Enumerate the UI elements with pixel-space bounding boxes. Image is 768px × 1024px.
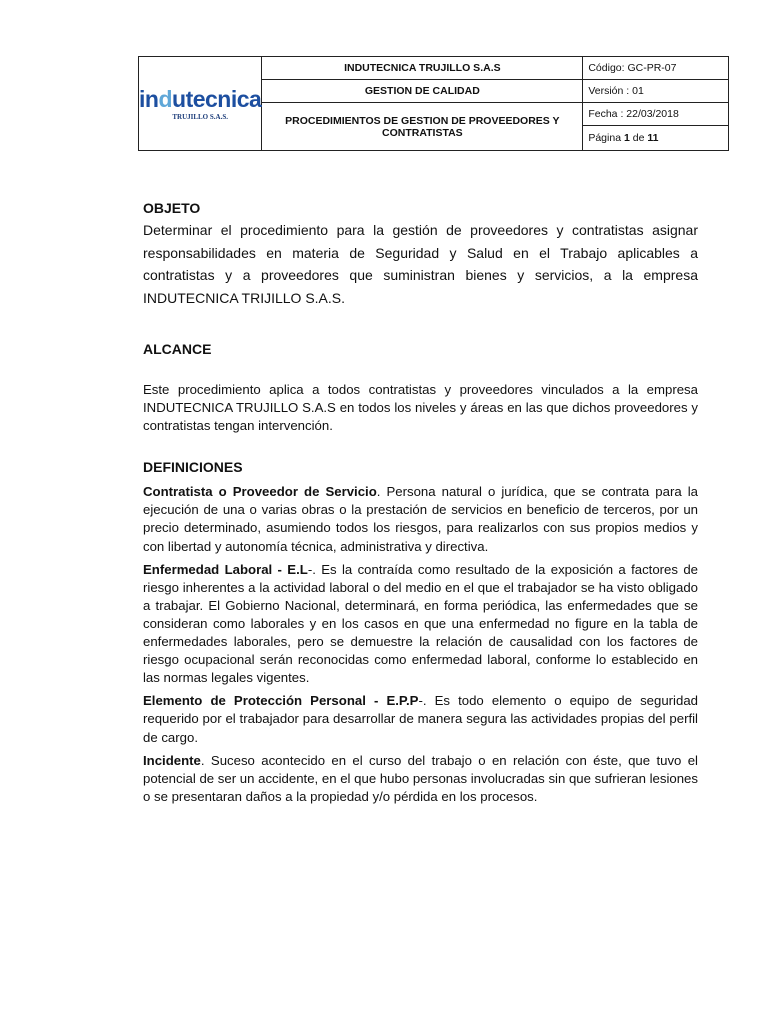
definition-text: -. Es todo elemento o equipo de seguridad requerido por el trabajador para desarrollar de manera segura las actividades propias del perfil de cargo. — [143, 693, 698, 745]
document-body — [143, 200, 698, 806]
objeto-text: Determinar el procedimiento para la gestión de proveedores y contratistas asignar responsabilidades en materia de Seguridad y Salud en el Trabajo aplicables a contratistas y a proveedores que suministran bienes y servicios, a la empresa INDUTECNICA TRIJILLO S.A.S. — [143, 222, 698, 306]
definition-item — [143, 752, 698, 806]
page-current: 1 — [623, 132, 630, 144]
definition-term: Enfermedad Laboral - E.L — [143, 561, 308, 577]
definition-text: -. Es la contraída como resultado de la exposición a factores de riesgo inherentes a la actividad laboral o del medio en el que el trabajador se ha visto obligado a trabajar. El Gobierno Nacional, determinará, en forma periódica, las enfermedades que se consideran como laborales y en los casos en que una enfermedad no figure en la tabla de enfermedades laborales, pero se demuestre la relación de causalidad con los factores de riesgo ocupacional serán reconocidas como enfermedad laboral, conforme lo establecido en las normas legales vigentes. — [143, 561, 699, 686]
definition-term: Elemento de Protección Personal - E.P.P — [143, 693, 419, 709]
logo-cell — [139, 57, 262, 151]
section-title-objeto: OBJETO — [143, 200, 201, 216]
definition-item — [143, 692, 698, 746]
document-code: Código: GC-PR-07 — [583, 57, 729, 80]
definition-text: . Suceso acontecido en el curso del trabajo o en relación con éste, que tuvo el potencial de ser un accidente, en el que hubo personas involucradas sin que sufrieran lesiones o se presentaran daños a la propiedad y/o pérdida en los procesos. — [143, 752, 698, 804]
document-header-table — [138, 56, 729, 151]
department-name: GESTION DE CALIDAD — [262, 80, 583, 103]
procedure-title: PROCEDIMIENTOS DE GESTION DE PROVEEDORES Y CONTRATISTAS — [262, 103, 583, 151]
definition-item — [143, 561, 698, 688]
section-title-alcance: ALCANCE — [143, 341, 212, 357]
definition-item — [143, 483, 698, 555]
company-name: INDUTECNICA TRUJILLO S.A.S — [262, 57, 583, 80]
logo-brand: indutecnica — [139, 85, 262, 112]
page-of: de — [629, 132, 648, 144]
page-number — [583, 126, 729, 151]
logo-subtitle: TRUJILLO S.A.S. — [172, 112, 228, 121]
document-version: Versión : 01 — [583, 80, 729, 103]
alcance-text: Este procedimiento aplica a todos contratistas y proveedores vinculados a la empresa INDUTECNICA TRUJILLO S.A.S en todos los niveles y áreas en las que dichos proveedores y contratistas tengan intervención. — [143, 382, 698, 434]
definition-term: Contratista o Proveedor de Servicio — [143, 484, 377, 500]
section-title-definiciones: DEFINICIONES — [143, 459, 243, 476]
company-logo — [139, 87, 261, 121]
definition-term: Incidente — [143, 752, 201, 768]
definition-text: . Persona natural o jurídica, que se contrata para la ejecución de una o varias obras o la prestación de servicios en beneficio de terceros, por un precio determinado, asumiendo todos los riesgos, para realizarlos con sus propios medios y con libertad y autonomía técnica, administrativa y directiva. — [143, 484, 698, 554]
page-total: 11 — [647, 132, 659, 144]
page-prefix: Página — [588, 132, 624, 144]
document-date: Fecha : 22/03/2018 — [583, 103, 729, 126]
